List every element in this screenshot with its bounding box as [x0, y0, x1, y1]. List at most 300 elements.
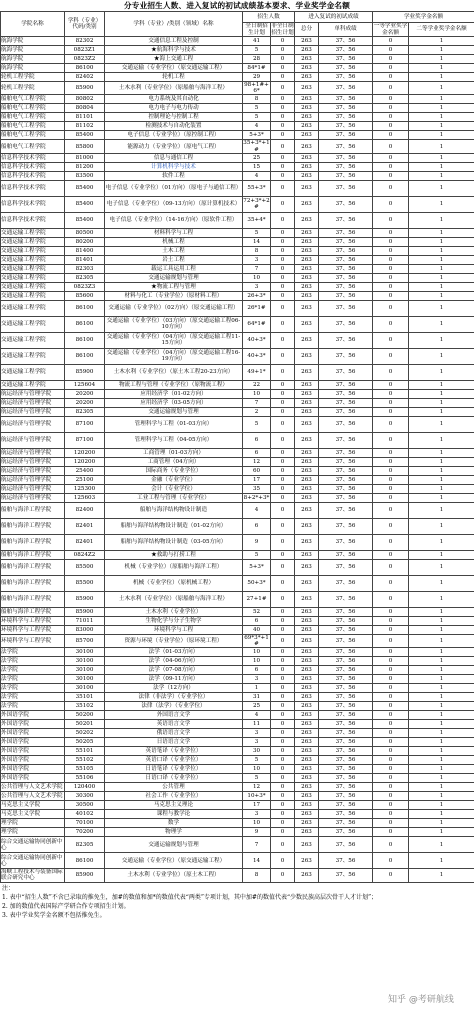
cell-second: 1	[409, 711, 474, 720]
cell-plan-full: 35+4*	[243, 212, 271, 228]
cell-first: 0	[373, 720, 409, 729]
cell-plan-full: 2	[243, 407, 271, 416]
cell-plan-full: 17	[243, 801, 271, 810]
cell-plan-non: 0	[271, 73, 295, 82]
cell-name: 交通运输规划与管理	[105, 837, 243, 853]
cell-single: 37、56	[319, 140, 373, 153]
cell-first: 0	[373, 765, 409, 774]
cell-total: 263	[295, 264, 319, 273]
cell-single: 37、56	[319, 131, 373, 140]
cell-total: 263	[295, 518, 319, 534]
table-row	[1, 140, 474, 153]
cell-total: 263	[295, 738, 319, 747]
cell-college: 船舶与海洋工程学院	[1, 502, 65, 518]
cell-first: 0	[373, 747, 409, 756]
table-row	[1, 82, 474, 95]
cell-total: 263	[295, 95, 319, 104]
cell-first: 0	[373, 398, 409, 407]
cell-second: 1	[409, 153, 474, 162]
cell-plan-full: 5	[243, 774, 271, 783]
cell-name: 环境科学与工程	[105, 625, 243, 634]
cell-first: 0	[373, 801, 409, 810]
cell-first: 0	[373, 729, 409, 738]
cell-second: 1	[409, 95, 474, 104]
cell-code: 0824Z2	[65, 550, 105, 559]
cell-first: 0	[373, 693, 409, 702]
cell-plan-non: 0	[271, 853, 295, 869]
cell-code: 25400	[65, 466, 105, 475]
table-row	[1, 122, 474, 131]
cell-total: 263	[295, 502, 319, 518]
cell-first: 0	[373, 212, 409, 228]
cell-plan-non: 0	[271, 648, 295, 657]
cell-college: 交通运输工程学院	[1, 228, 65, 237]
cell-plan-full: 14	[243, 237, 271, 246]
admissions-table	[0, 11, 474, 883]
cell-plan-non: 0	[271, 634, 295, 647]
cell-first: 0	[373, 95, 409, 104]
cell-code: 86100	[65, 64, 105, 73]
cell-first: 0	[373, 55, 409, 64]
cell-plan-full: 5	[243, 228, 271, 237]
cell-first: 0	[373, 246, 409, 255]
cell-plan-full: 8	[243, 869, 271, 882]
table-row	[1, 416, 474, 432]
cell-code: 35101	[65, 693, 105, 702]
table-row	[1, 448, 474, 457]
cell-code: 85400	[65, 180, 105, 196]
cell-plan-full: 98+1#+6*	[244, 82, 269, 95]
cell-name: 船舶与海洋结构物设计制造	[105, 502, 243, 518]
cell-total: 263	[295, 332, 319, 348]
cell-plan-full: 84*1#	[243, 64, 271, 73]
cell-single: 37、56	[319, 475, 373, 484]
cell-name: 法学（12方向）	[105, 684, 243, 693]
cell-code: 50201	[65, 720, 105, 729]
cell-first: 0	[373, 407, 409, 416]
cell-second: 1	[409, 819, 474, 828]
table-row	[1, 475, 474, 484]
cell-plan-full: 7	[243, 264, 271, 273]
cell-total: 263	[295, 616, 319, 625]
cell-second: 1	[409, 448, 474, 457]
table-row	[1, 657, 474, 666]
cell-first: 0	[373, 657, 409, 666]
cell-single: 37、56	[319, 432, 373, 448]
cell-college: 航海学院	[1, 37, 65, 46]
cell-total: 263	[295, 466, 319, 475]
cell-first: 0	[373, 448, 409, 457]
cell-college: 船舶与海洋工程学院	[1, 591, 65, 607]
header-plan-full: 全日制招生计划	[243, 23, 271, 37]
cell-college: 外国语学院	[1, 747, 65, 756]
cell-college: 理学院	[1, 828, 65, 837]
cell-total: 263	[295, 756, 319, 765]
table-row	[1, 502, 474, 518]
note-line: 注：	[2, 884, 15, 892]
cell-college: 航海学院	[1, 64, 65, 73]
cell-code: 20200	[65, 389, 105, 398]
cell-second: 1	[409, 389, 474, 398]
cell-college: 船舶电气工程学院	[1, 140, 65, 153]
cell-code: 70100	[65, 819, 105, 828]
cell-total: 263	[295, 291, 319, 300]
table-row	[1, 518, 474, 534]
table-row	[1, 212, 474, 228]
cell-second: 1	[409, 693, 474, 702]
cell-name: 物流工程与管理（专业学位）（原物流工程）	[105, 380, 243, 389]
cell-plan-full: 5	[243, 550, 271, 559]
cell-college: 航运经济与管理学院	[1, 398, 65, 407]
cell-first: 0	[373, 171, 409, 180]
cell-total: 263	[295, 348, 319, 364]
cell-college: 航运经济与管理学院	[1, 389, 65, 398]
cell-plan-full: 31	[243, 693, 271, 702]
cell-plan-non: 0	[271, 666, 295, 675]
cell-plan-non: 0	[271, 575, 295, 591]
cell-first: 0	[373, 738, 409, 747]
cell-first: 0	[373, 550, 409, 559]
header-plan-non: 非全日制招生计划	[271, 23, 294, 36]
cell-plan-non: 0	[271, 493, 295, 502]
cell-plan-full: 6	[243, 666, 271, 675]
table-row	[1, 625, 474, 634]
cell-name: 法律（法学）（专业学位）	[105, 702, 243, 711]
cell-plan-non: 0	[271, 291, 295, 300]
table-row	[1, 493, 474, 502]
cell-second: 1	[409, 559, 474, 575]
cell-college: 航运经济与管理学院	[1, 475, 65, 484]
cell-code: 20200	[65, 398, 105, 407]
cell-plan-non: 0	[271, 702, 295, 711]
cell-plan-non: 0	[271, 684, 295, 693]
cell-total: 263	[295, 416, 319, 432]
cell-first: 0	[373, 113, 409, 122]
cell-first: 0	[373, 37, 409, 46]
cell-second: 1	[409, 407, 474, 416]
cell-code: 40102	[65, 810, 105, 819]
cell-code: 0823Z3	[65, 282, 105, 291]
cell-plan-full: 9	[243, 828, 271, 837]
cell-second: 1	[409, 398, 474, 407]
cell-plan-non: 0	[271, 95, 295, 104]
cell-plan-full: 41	[243, 37, 271, 46]
cell-plan-full: 55+3*	[243, 180, 271, 196]
table-row	[1, 747, 474, 756]
cell-name: 机械工程	[105, 237, 243, 246]
cell-plan-full: 52	[243, 607, 271, 616]
cell-single: 37、56	[319, 95, 373, 104]
header-single: 单科成绩	[319, 23, 373, 37]
cell-code: 85900	[65, 82, 105, 95]
cell-plan-full: 8	[243, 95, 271, 104]
cell-plan-non: 0	[271, 228, 295, 237]
cell-total: 263	[295, 37, 319, 46]
header-code: 学科（专业）代码/类别	[65, 12, 105, 37]
cell-total: 263	[295, 575, 319, 591]
cell-total: 263	[295, 457, 319, 466]
cell-plan-non: 0	[271, 140, 295, 153]
cell-name: 交通运输规划与管理	[105, 273, 243, 282]
cell-plan-non: 0	[271, 171, 295, 180]
cell-college: 交通运输工程学院	[1, 332, 65, 348]
table-row	[1, 273, 474, 282]
cell-code: 85600	[65, 291, 105, 300]
cell-code: 85900	[65, 607, 105, 616]
cell-code: 80200	[65, 237, 105, 246]
table-row	[1, 237, 474, 246]
cell-college: 法学院	[1, 693, 65, 702]
cell-total: 263	[295, 702, 319, 711]
cell-second: 1	[409, 196, 474, 212]
cell-first: 0	[373, 591, 409, 607]
cell-plan-non: 0	[271, 774, 295, 783]
cell-plan-non: 0	[271, 783, 295, 792]
cell-first: 0	[373, 416, 409, 432]
cell-single: 37、56	[319, 625, 373, 634]
cell-total: 263	[295, 550, 319, 559]
cell-first: 0	[373, 756, 409, 765]
cell-first: 0	[373, 255, 409, 264]
cell-plan-full: 40+3*	[243, 332, 271, 348]
table-row	[1, 113, 474, 122]
cell-first: 0	[373, 282, 409, 291]
cell-first: 0	[373, 792, 409, 801]
cell-second: 1	[409, 729, 474, 738]
table-row	[1, 765, 474, 774]
cell-first: 0	[373, 774, 409, 783]
cell-plan-full: 4	[243, 502, 271, 518]
cell-single: 37、56	[319, 416, 373, 432]
cell-second: 1	[409, 416, 474, 432]
table-row	[1, 666, 474, 675]
cell-total: 263	[295, 869, 319, 882]
cell-total: 263	[295, 448, 319, 457]
cell-single: 37、56	[319, 559, 373, 575]
cell-plan-non: 0	[271, 153, 295, 162]
table-row	[1, 720, 474, 729]
cell-plan-full: 3	[243, 738, 271, 747]
cell-second: 1	[409, 756, 474, 765]
cell-plan-full: 60	[243, 466, 271, 475]
cell-college: 环境科学与工程学院	[1, 616, 65, 625]
cell-first: 0	[373, 702, 409, 711]
cell-name: 控制理论与控制工程	[105, 113, 243, 122]
cell-plan-non: 0	[271, 246, 295, 255]
cell-second: 1	[409, 518, 474, 534]
cell-second: 1	[409, 591, 474, 607]
cell-code: 85700	[65, 634, 105, 647]
cell-name: 日语口译（专业学位）	[105, 774, 243, 783]
cell-plan-full: 3	[243, 729, 271, 738]
table-row	[1, 153, 474, 162]
cell-college: 外国语学院	[1, 729, 65, 738]
cell-single: 37、56	[319, 466, 373, 475]
cell-name: 交通运输（专业学位）（02方向）（原交通运输工程）	[105, 300, 243, 316]
cell-code: 82401	[65, 534, 105, 550]
cell-first: 0	[373, 837, 409, 853]
cell-single: 37、56	[319, 282, 373, 291]
cell-single: 37、56	[319, 819, 373, 828]
cell-second: 1	[409, 853, 474, 869]
cell-first: 0	[373, 162, 409, 171]
cell-first: 0	[373, 634, 409, 647]
cell-name: 土木工程	[105, 246, 243, 255]
cell-single: 37、56	[319, 711, 373, 720]
cell-plan-non: 0	[271, 711, 295, 720]
cell-name: 马克思主义理论	[105, 801, 243, 810]
cell-single: 37、56	[319, 675, 373, 684]
cell-single: 37、56	[319, 869, 373, 882]
cell-code: 85400	[65, 196, 105, 212]
cell-code: 86100	[65, 853, 105, 869]
cell-total: 263	[295, 196, 319, 212]
cell-plan-non: 0	[271, 162, 295, 171]
cell-code: 120200	[65, 457, 105, 466]
table-row	[1, 300, 474, 316]
cell-code: 120200	[65, 448, 105, 457]
cell-second: 1	[409, 666, 474, 675]
page-title: 分专业招生人数、进入复试的初试成绩基本要求、学业奖学金名额	[123, 1, 350, 10]
table-body	[1, 37, 474, 883]
cell-single: 37、56	[319, 264, 373, 273]
table-row	[1, 801, 474, 810]
table-row	[1, 648, 474, 657]
cell-name: 交通运输（专业学位）（03方向）（原交通运输工程06-10方向）	[105, 316, 243, 332]
cell-single: 37、56	[319, 162, 373, 171]
cell-college: 信息科学技术学院	[1, 162, 65, 171]
cell-total: 263	[295, 625, 319, 634]
cell-second: 1	[409, 364, 474, 380]
cell-college: 法学院	[1, 657, 65, 666]
cell-name: 载运工具运用工程	[105, 264, 243, 273]
cell-total: 263	[295, 634, 319, 647]
cell-single: 37、56	[319, 212, 373, 228]
notes	[0, 884, 474, 920]
cell-total: 263	[295, 237, 319, 246]
cell-plan-non: 0	[271, 457, 295, 466]
cell-single: 37、56	[319, 37, 373, 46]
table-row	[1, 484, 474, 493]
cell-single: 37、56	[319, 316, 373, 332]
cell-single: 37、56	[319, 255, 373, 264]
cell-plan-full: 72+3*+2#	[243, 198, 270, 211]
cell-plan-non: 0	[271, 747, 295, 756]
cell-plan-full: 3	[243, 255, 271, 264]
cell-code: 86100	[65, 316, 105, 332]
cell-plan-full: 35	[243, 484, 271, 493]
table-row	[1, 591, 474, 607]
cell-total: 263	[295, 82, 319, 95]
cell-plan-non: 0	[271, 484, 295, 493]
cell-code: 80802	[65, 95, 105, 104]
cell-plan-full: 15	[243, 162, 271, 171]
cell-plan-full: 3	[243, 810, 271, 819]
cell-total: 263	[295, 113, 319, 122]
cell-second: 1	[409, 332, 474, 348]
cell-college: 环境科学与工程学院	[1, 634, 65, 647]
cell-plan-non: 0	[271, 625, 295, 634]
cell-code: 82305	[65, 407, 105, 416]
cell-code: 30300	[65, 792, 105, 801]
cell-single: 37、56	[319, 291, 373, 300]
cell-first: 0	[373, 819, 409, 828]
cell-plan-non: 0	[271, 46, 295, 55]
cell-first: 0	[373, 559, 409, 575]
cell-code: 125603	[65, 493, 105, 502]
cell-single: 37、56	[319, 273, 373, 282]
table-row	[1, 348, 474, 364]
table-row	[1, 693, 474, 702]
cell-first: 0	[373, 711, 409, 720]
cell-first: 0	[373, 675, 409, 684]
cell-single: 37、56	[319, 153, 373, 162]
cell-plan-full: 7	[243, 837, 271, 853]
cell-plan-non: 0	[271, 237, 295, 246]
cell-single: 37、56	[319, 113, 373, 122]
cell-first: 0	[373, 82, 409, 95]
cell-name: 机械（专业学位）（原船舶与海洋工程）	[105, 559, 243, 575]
cell-plan-full: 5	[243, 113, 271, 122]
cell-first: 0	[373, 666, 409, 675]
cell-code: 83500	[65, 171, 105, 180]
cell-name: 软件工程	[105, 171, 243, 180]
cell-college: 交通运输工程学院	[1, 348, 65, 364]
cell-college: 交通运输工程学院	[1, 364, 65, 380]
cell-college: 信息科学技术学院	[1, 171, 65, 180]
cell-total: 263	[295, 810, 319, 819]
cell-name: 法学（09-11方向）	[105, 675, 243, 684]
cell-plan-non: 0	[271, 534, 295, 550]
cell-second: 1	[409, 316, 474, 332]
cell-college: 航运经济与管理学院	[1, 448, 65, 457]
cell-total: 263	[295, 720, 319, 729]
cell-college: 外国语学院	[1, 774, 65, 783]
cell-plan-full: 5+3*	[243, 131, 271, 140]
cell-name: 法学（04-06方向）	[105, 657, 243, 666]
cell-plan-non: 0	[271, 316, 295, 332]
cell-single: 37、56	[319, 774, 373, 783]
cell-single: 37、56	[319, 657, 373, 666]
cell-single: 37、56	[319, 534, 373, 550]
cell-plan-non: 0	[271, 196, 295, 212]
cell-second: 1	[409, 738, 474, 747]
cell-second: 1	[409, 140, 474, 153]
cell-name: 俄语语言文学	[105, 729, 243, 738]
cell-single: 37、56	[319, 364, 373, 380]
cell-single: 37、56	[319, 801, 373, 810]
cell-college: 理学院	[1, 819, 65, 828]
cell-plan-full: 6	[243, 518, 271, 534]
cell-first: 0	[373, 264, 409, 273]
cell-total: 263	[295, 180, 319, 196]
cell-college: 交通运输工程学院	[1, 264, 65, 273]
cell-name: 日语语言文学	[105, 738, 243, 747]
cell-total: 263	[295, 282, 319, 291]
cell-name: 交通信息工程及控制	[105, 37, 243, 46]
cell-plan-full: 49+1*	[243, 364, 271, 380]
cell-plan-full: 35+3*+1#	[243, 140, 270, 153]
cell-name: 电子信息（专业学位）（09-13方向）（原计算机技术）	[105, 196, 243, 212]
table-row	[1, 316, 474, 332]
cell-plan-full: 17	[243, 475, 271, 484]
cell-plan-non: 0	[271, 104, 295, 113]
cell-second: 1	[409, 64, 474, 73]
cell-plan-non: 0	[271, 82, 295, 95]
cell-first: 0	[373, 153, 409, 162]
note-line: 1. 表中“招生人数”不含已录取的推免生，加#的数值和加*的数值代表“两类”专项计划，其中加#的数值代表“少数民族高层次骨干人才计划”；	[2, 893, 378, 901]
cell-total: 263	[295, 380, 319, 389]
